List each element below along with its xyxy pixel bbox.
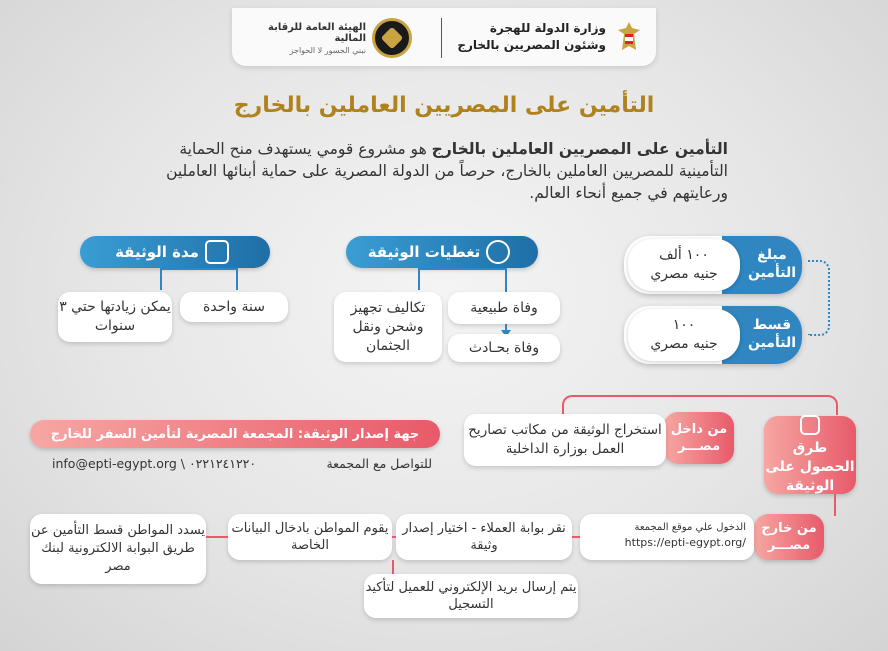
intro-rest: هو مشروع قومي يستهدف منح الحماية التأمينية للمصريين العاملين بالخارج، حرصاً من الدولة المصرية على حماية أبنائها العاملين ورعايتهم في جميع أنحاء العالم. xyxy=(166,140,728,202)
header-bar xyxy=(232,8,656,66)
coverage-line-2 xyxy=(418,268,420,290)
ministry-line-1: وزارة الدولة للهجرة xyxy=(489,21,606,35)
outside-step-website xyxy=(580,514,754,560)
outside-egypt-label: من خارج مصـــر xyxy=(754,514,824,560)
obtain-methods-header xyxy=(764,416,856,494)
insured-amount-value xyxy=(628,239,740,291)
coverage-natural-death: وفاة طبيعية xyxy=(448,292,560,324)
insured-amount-label: مبلغ التأمين xyxy=(747,247,796,281)
outside-connector-2 xyxy=(392,536,396,538)
fra-branding xyxy=(246,22,366,55)
premium-pill xyxy=(624,306,802,364)
premium-value xyxy=(628,309,740,361)
duration-one-year: سنة واحدة xyxy=(180,292,288,322)
obtain-connector-bottom xyxy=(834,494,836,516)
calendar-icon xyxy=(205,240,229,264)
outside-connector-3 xyxy=(572,536,580,538)
outside-step-portal: نقر بوابة العملاء - اختيار إصدار وثيقة xyxy=(396,514,572,560)
coverage-repatriation: تكاليف تجهيز وشحن ونقل الجثمان xyxy=(334,292,442,362)
coverage-accident-death: وفاة بحـادث xyxy=(448,334,560,362)
duration-title: مدة الوثيقة xyxy=(115,243,199,261)
premium-label: قسط التأمين xyxy=(747,317,796,351)
insured-amount-pill xyxy=(624,236,802,294)
website-url-link[interactable]: https://epti-egypt.org/ xyxy=(624,536,746,549)
insured-value-2: جنيه مصري xyxy=(650,266,718,282)
document-icon xyxy=(800,415,820,435)
premium-value-2: جنيه مصري xyxy=(650,336,718,352)
coverage-line-1 xyxy=(505,268,507,292)
intro-paragraph xyxy=(148,138,728,204)
obtain-title: طرق الحصول على الوثيقة xyxy=(765,439,855,494)
duration-line-1 xyxy=(160,268,162,290)
egypt-eagle-icon xyxy=(616,20,642,54)
fra-slogan: نبني الجسور لا الحواجز xyxy=(289,46,366,55)
ministry-line-2: وشئون المصريين بالخارج xyxy=(457,38,606,52)
contact-email[interactable]: info@epti-egypt.org xyxy=(52,456,177,471)
duration-line-h xyxy=(160,268,238,270)
outside-connector-1 xyxy=(206,536,228,538)
contact-details: info@epti-egypt.org \ ٠٢٢١٢٤١٢٢٠ xyxy=(52,456,257,471)
coverage-header xyxy=(346,236,538,268)
contact-phone[interactable]: ٠٢٢١٢٤١٢٢٠ xyxy=(188,456,257,471)
insured-value-1: ١٠٠ ألف xyxy=(659,247,709,263)
inside-egypt-label: من داخل مصـــر xyxy=(664,412,734,464)
fra-logo-icon xyxy=(372,18,412,58)
outside-step-data-entry: يقوم المواطن بادخال البيانات الخاصة xyxy=(228,514,392,560)
duration-header xyxy=(80,236,270,268)
website-step-title: الدخول علي موقع المجمعة xyxy=(634,522,746,533)
coverage-title: تغطيات الوثيقة xyxy=(367,243,481,261)
contact-label: للتواصل مع المجمعة xyxy=(326,456,432,471)
ministry-name xyxy=(457,20,606,54)
intro-bold: التأمين على المصريين العاملين بالخارج xyxy=(431,140,728,158)
header-divider xyxy=(441,18,442,58)
fra-name: الهيئة العامة للرقابة المالية xyxy=(268,22,366,44)
amount-connector xyxy=(808,260,830,336)
coverage-line-h xyxy=(418,268,507,270)
outside-step-payment: يسدد المواطن قسط التأمين عن طريق البوابة الالكترونية لبنك مصر xyxy=(30,514,206,584)
premium-value-1: ١٠٠ xyxy=(672,317,696,333)
shield-person-icon xyxy=(486,240,510,264)
outside-step-email: يتم إرسال بريد الإلكتروني للعميل لتأكيد التسجيل xyxy=(364,574,578,618)
page-title: التأمين على المصريين العاملين بالخارج xyxy=(233,93,655,118)
contact-row xyxy=(52,456,432,471)
duration-line-2 xyxy=(236,268,238,290)
inside-egypt-desc: استخراج الوثيقة من مكاتب تصاريح العمل بوزارة الداخلية xyxy=(464,414,666,466)
duration-extendable: يمكن زيادتها حتي ٣ سنوات xyxy=(58,292,172,342)
issuer-banner: جهة إصدار الوثيقة: المجمعة المصرية لتأمين السفر للخارج xyxy=(30,420,440,448)
